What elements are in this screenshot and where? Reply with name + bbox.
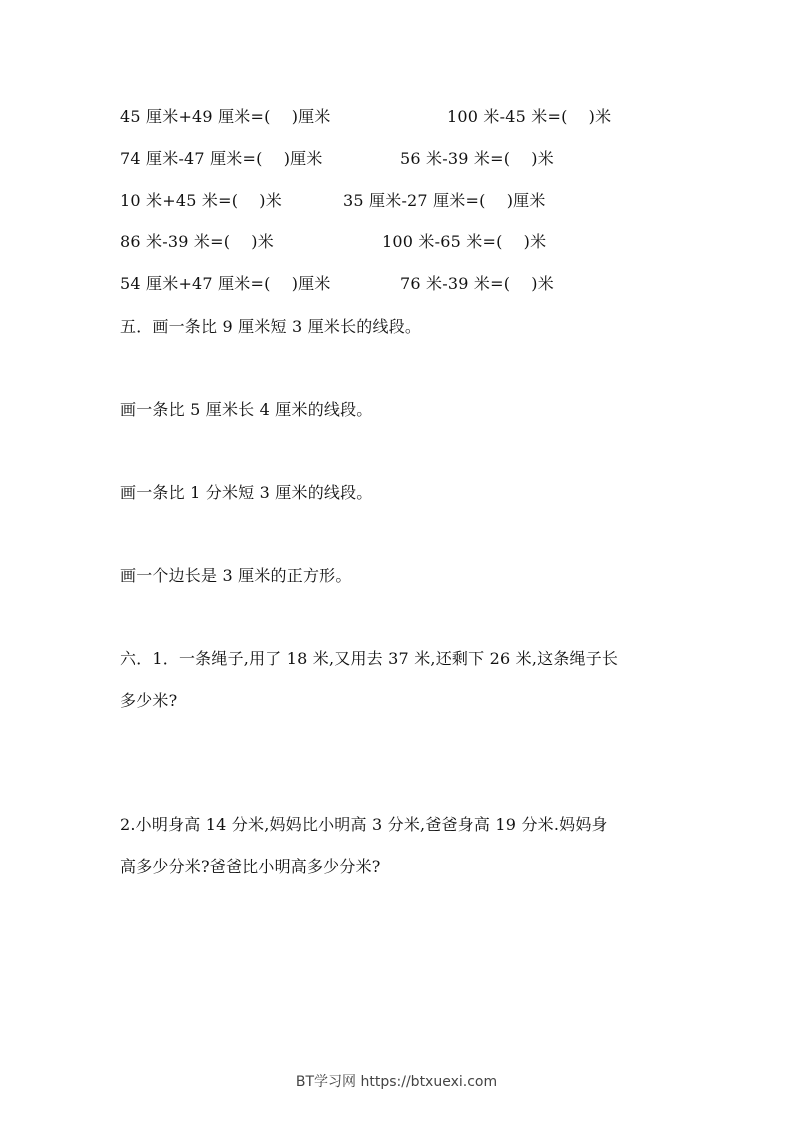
section5-question-1: 五．画一条比 9 厘米短 3 厘米长的线段。	[120, 317, 422, 336]
section6-question-2-line-2: 高多少分米?爸爸比小明高多少分米?	[120, 857, 381, 876]
section6-question-1-line-2: 多少米?	[120, 691, 178, 710]
calc-row-5-right: 76 米-39 米=( )米	[400, 274, 554, 293]
calc-row-4-right: 100 米-65 米=( )米	[382, 232, 547, 251]
calc-row-2-right: 56 米-39 米=( )米	[400, 149, 554, 168]
section5-question-3: 画一条比 1 分米短 3 厘米的线段。	[120, 483, 373, 502]
section6-question-1-line-1: 六．1．一条绳子,用了 18 米,又用去 37 米,还剩下 26 米,这条绳子长	[120, 649, 619, 668]
calc-row-1-left: 45 厘米+49 厘米=( )厘米	[120, 107, 331, 126]
calc-row-5-left: 54 厘米+47 厘米=( )厘米	[120, 274, 331, 293]
calc-row-2-left: 74 厘米-47 厘米=( )厘米	[120, 149, 323, 168]
section5-question-4: 画一个边长是 3 厘米的正方形。	[120, 566, 352, 585]
calc-row-1-right: 100 米-45 米=( )米	[447, 107, 612, 126]
calc-row-4-left: 86 米-39 米=( )米	[120, 232, 274, 251]
section5-question-2: 画一条比 5 厘米长 4 厘米的线段。	[120, 400, 373, 419]
calc-row-3-right: 35 厘米-27 厘米=( )厘米	[343, 191, 546, 210]
footer-watermark: BT学习网 https://btxuexi.com	[295, 1074, 498, 1090]
calc-row-3-left: 10 米+45 米=( )米	[120, 191, 282, 210]
section6-question-2-line-1: 2.小明身高 14 分米,妈妈比小明高 3 分米,爸爸身高 19 分米.妈妈身	[120, 815, 608, 834]
